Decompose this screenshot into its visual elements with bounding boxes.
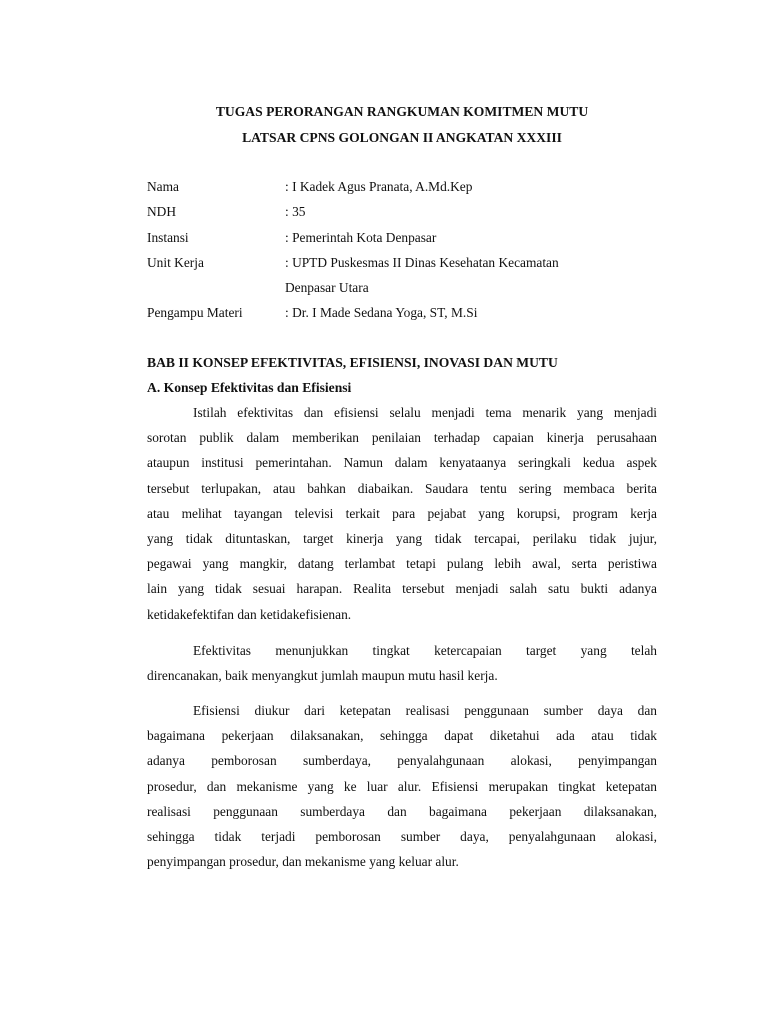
paragraph-1-line: yang tidak dituntaskan, target kinerja yang tidak tercapai, perilaku tidak jujur, <box>147 531 657 547</box>
paragraph-1-line: sorotan publik dalam memberikan penilaian terhadap capaian kinerja perusahaan <box>147 430 657 446</box>
instansi-value: : Pemerintah Kota Denpasar <box>285 230 437 245</box>
paragraph-1 <box>147 400 657 627</box>
document-title-line2: LATSAR CPNS GOLONGAN II ANGKATAN XXXIII <box>242 130 562 145</box>
paragraph-3-line: realisasi penggunaan sumberdaya dan bagaimana pekerjaan dilaksanakan, <box>147 803 657 819</box>
paragraph-1-line: ketidakefektifan dan ketidakefisienan. <box>147 606 352 622</box>
paragraph-1-line: Istilah efektivitas dan efisiensi selalu menjadi tema menarik yang menjadi <box>193 405 657 420</box>
section-heading: A. Konsep Efektivitas dan Efisiensi <box>147 380 352 395</box>
paragraph-1-line: atau melihat tayangan televisi terkait para pejabat yang korupsi, program kerja <box>147 505 657 521</box>
instansi-label: Instansi <box>147 230 189 245</box>
paragraph-3-line: bagaimana pekerjaan dilaksanakan, sehingga dapat diketahui ada atau tidak <box>147 728 657 744</box>
paragraph-3-line: adanya pemborosan sumberdaya, penyalahgunaan alokasi, penyimpangan <box>147 753 657 769</box>
paragraph-2-line: Efektivitas menunjukkan tingkat ketercapaian target yang telah <box>193 643 657 658</box>
paragraph-1-line: pegawai yang mangkir, datang terlambat tetapi pulang lebih awal, serta peristiwa <box>147 556 657 572</box>
paragraph-2 <box>147 638 657 688</box>
unit-kerja-label: Unit Kerja <box>147 255 204 270</box>
paragraph-3-line: penyimpangan prosedur, dan mekanisme yang keluar alur. <box>147 854 459 870</box>
paragraph-1-line: tersebut terlupakan, atau bahkan diabaikan. Saudara tentu sering membaca berita <box>147 480 657 496</box>
nama-value: : I Kadek Agus Pranata, A.Md.Kep <box>285 179 473 194</box>
document-title-line1: TUGAS PERORANGAN RANGKUMAN KOMITMEN MUTU <box>215 104 589 119</box>
paragraph-3 <box>147 698 657 874</box>
chapter-heading: BAB II KONSEP EFEKTIVITAS, EFISIENSI, INOVASI DAN MUTU <box>147 355 558 370</box>
paragraph-1-line: ataupun institusi pemerintahan. Namun dalam kenyataanya seringkali kedua aspek <box>147 455 657 471</box>
paragraph-1-line: lain yang tidak sesuai harapan. Realita tersebut menjadi salah satu bukti adanya <box>147 581 657 597</box>
pengampu-label: Pengampu Materi <box>147 305 243 320</box>
paragraph-2-line: direncanakan, baik menyangkut jumlah maupun mutu hasil kerja. <box>147 668 498 684</box>
pengampu-value: : Dr. I Made Sedana Yoga, ST, M.Si <box>285 305 478 320</box>
ndh-label: NDH <box>147 204 177 219</box>
paragraph-3-line: sehingga tidak terjadi pemborosan sumber daya, penyalahgunaan alokasi, <box>147 829 657 845</box>
nama-label: Nama <box>147 179 179 194</box>
paragraph-3-line: Efisiensi diukur dari ketepatan realisasi penggunaan sumber daya dan <box>193 703 657 718</box>
unit-kerja-value-line1: : UPTD Puskesmas II Dinas Kesehatan Kecamatan <box>285 255 559 270</box>
ndh-value: : 35 <box>285 204 306 219</box>
unit-kerja-value-line2: Denpasar Utara <box>285 280 369 295</box>
paragraph-3-line: prosedur, dan mekanisme yang ke luar alur. Efisiensi merupakan tingkat ketepatan <box>147 778 657 794</box>
